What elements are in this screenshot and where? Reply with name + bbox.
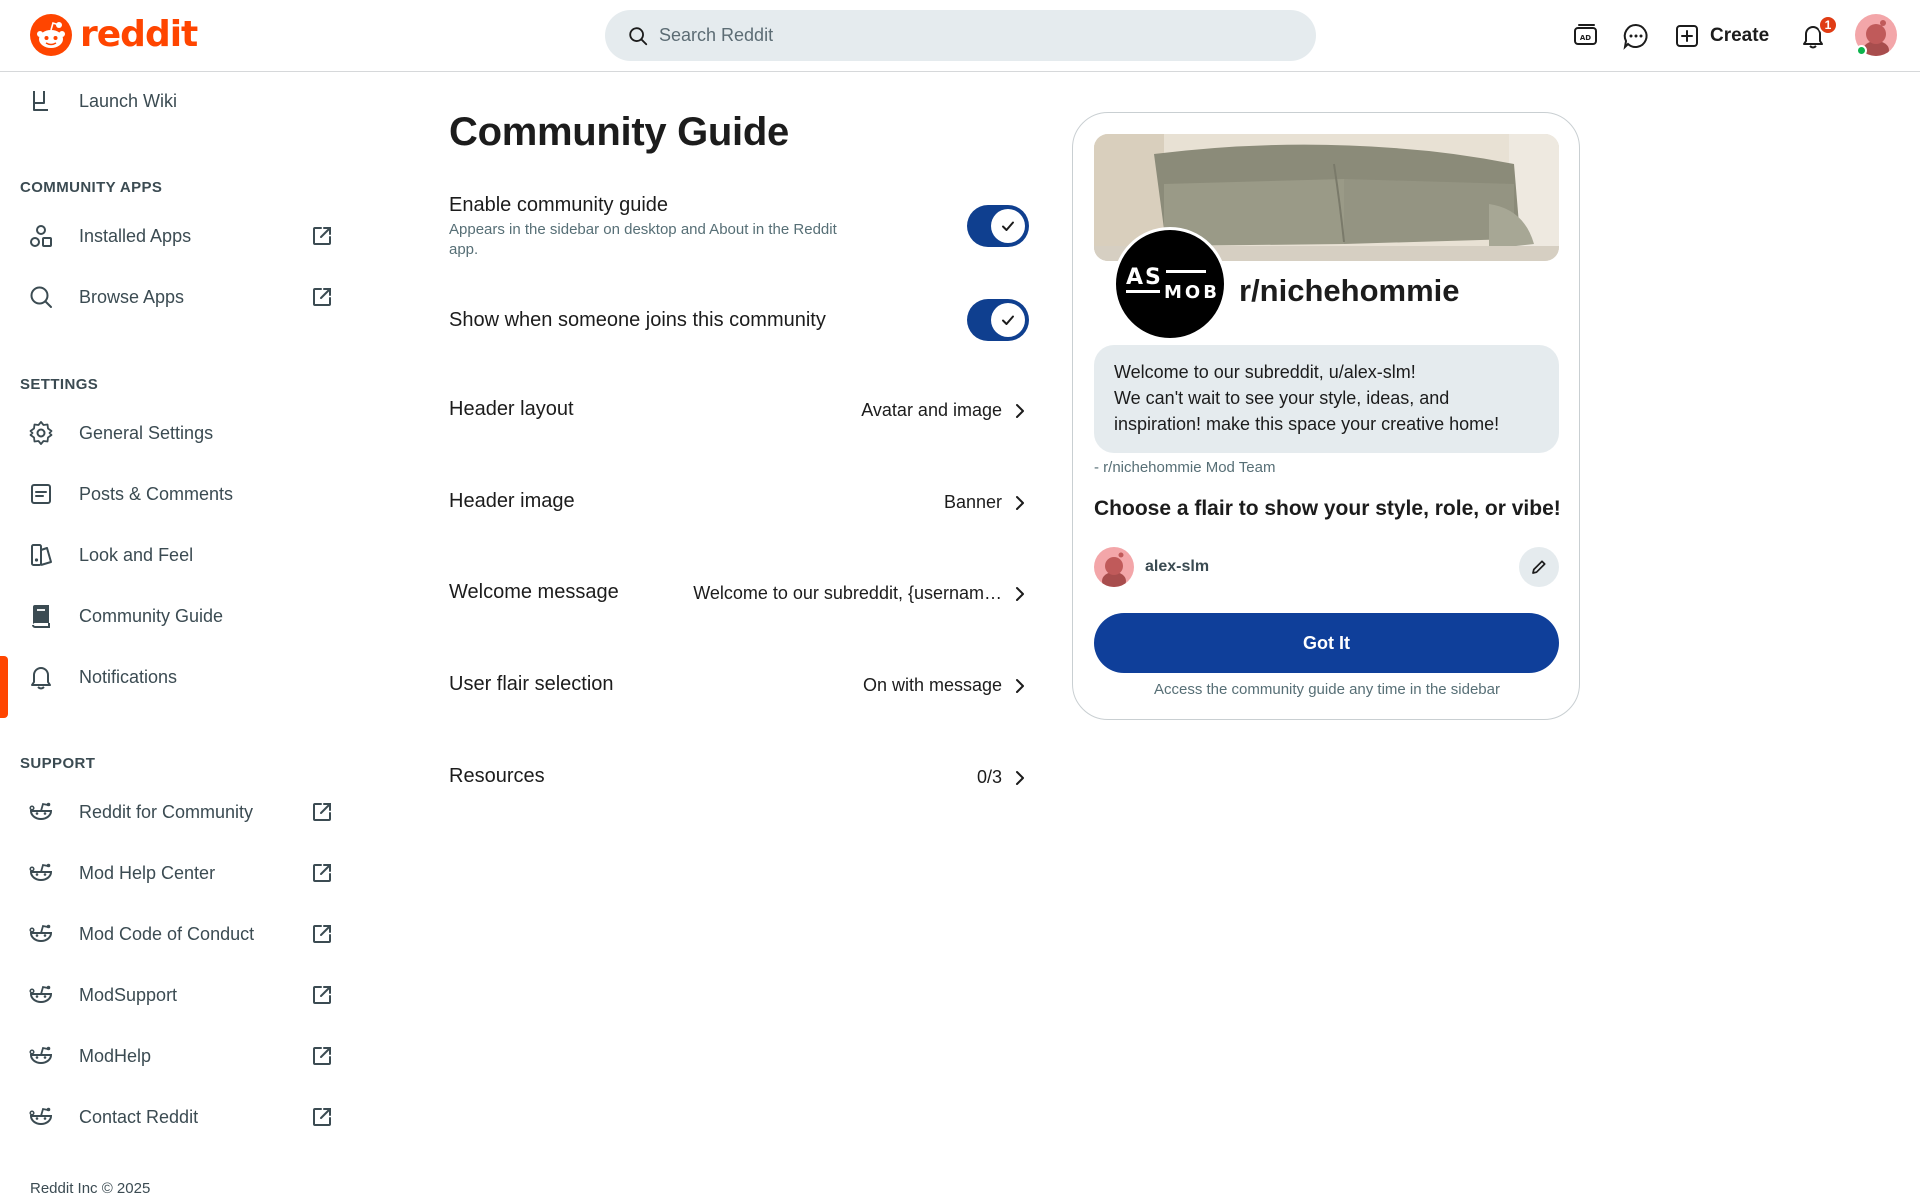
- toggle-row-enable-guide: [449, 194, 1029, 264]
- avatar-text-bottom: MOB: [1164, 282, 1220, 303]
- edit-flair-button[interactable]: [1519, 547, 1559, 587]
- palette-icon: [28, 542, 54, 568]
- sidebar-item-label: Launch Wiki: [79, 90, 178, 111]
- sidebar-item-mod-help-center[interactable]: [28, 850, 346, 896]
- external-link-icon: [310, 861, 334, 885]
- setting-value: On with message: [862, 675, 1002, 695]
- snoo-icon: [28, 1043, 54, 1069]
- toggle-knob: [991, 303, 1025, 337]
- setting-value: 0/3: [976, 767, 1002, 787]
- sidebar-item-modsupport[interactable]: [28, 972, 346, 1018]
- notification-badge: 1: [1818, 15, 1838, 35]
- snoo-icon: [28, 799, 54, 825]
- external-link-icon: [310, 922, 334, 946]
- community-name: r/nichehommie: [1239, 273, 1460, 308]
- online-status-dot: [1856, 45, 1867, 56]
- sidebar-item-label: General Settings: [79, 422, 214, 443]
- sidebar-item-posts-comments[interactable]: [28, 471, 346, 517]
- settings-row-header-image[interactable]: [449, 490, 1029, 516]
- sidebar-item-browse-apps[interactable]: [28, 274, 346, 320]
- snoo-icon: [28, 1104, 54, 1130]
- plus-square-icon: [1674, 23, 1700, 49]
- welcome-line: We can't wait to see your style, ideas, and: [1114, 388, 1450, 408]
- section-title-community-apps: COMMUNITY APPS: [20, 179, 163, 196]
- sidebar-item-label: Mod Code of Conduct: [79, 923, 255, 944]
- create-label: Create: [1710, 25, 1770, 46]
- setting-label: Welcome message: [449, 581, 619, 603]
- external-link-icon: [310, 1105, 334, 1129]
- setting-label: Resources: [449, 765, 545, 787]
- external-link-icon: [310, 224, 334, 248]
- sidebar-item-reddit-for-community[interactable]: [28, 789, 346, 835]
- sidebar-item-launch-wiki[interactable]: [28, 78, 346, 124]
- snoo-icon: [28, 921, 54, 947]
- active-indicator: [0, 656, 8, 718]
- sidebar-item-community-guide[interactable]: [28, 593, 346, 639]
- chat-button[interactable]: [1620, 20, 1652, 52]
- setting-value: Banner: [943, 492, 1002, 512]
- settings-row-user-flair[interactable]: [449, 673, 1029, 699]
- external-link-icon: [310, 800, 334, 824]
- check-icon: [999, 217, 1017, 235]
- sidebar-item-label: Contact Reddit: [79, 1106, 199, 1127]
- sidebar-item-label: ModSupport: [79, 984, 178, 1005]
- toggle-row-show-joins: [449, 299, 1029, 341]
- setting-label: Header layout: [449, 398, 574, 420]
- setting-description: Appears in the sidebar on desktop and About in the Reddit app.: [449, 221, 837, 258]
- advertise-icon: [1572, 22, 1600, 50]
- sidebar-item-label: Look and Feel: [79, 544, 194, 565]
- sidebar-item-contact-reddit[interactable]: [28, 1094, 346, 1140]
- sidebar-item-label: Posts & Comments: [79, 483, 234, 504]
- settings-row-welcome-message[interactable]: [449, 581, 1029, 607]
- sidebar-item-look-and-feel[interactable]: [28, 532, 346, 578]
- external-link-icon: [310, 1044, 334, 1068]
- external-link-icon: [310, 983, 334, 1007]
- sidebar: [0, 72, 360, 1200]
- chevron-right-icon: [1009, 768, 1029, 788]
- advertise-button[interactable]: [1570, 20, 1602, 52]
- gear-icon: [28, 420, 54, 446]
- search-bar[interactable]: [605, 10, 1316, 61]
- posts-icon: [28, 481, 54, 507]
- community-avatar: [1113, 227, 1227, 341]
- section-title-support: SUPPORT: [20, 755, 96, 772]
- setting-label: User flair selection: [449, 673, 614, 695]
- sidebar-item-label: Community Guide: [79, 605, 224, 626]
- welcome-message-bubble: [1094, 345, 1559, 453]
- snoo-icon: [28, 860, 54, 886]
- page-title: Community Guide: [449, 110, 789, 154]
- flair-prompt: Choose a flair to show your style, role, or vibe!: [1094, 497, 1561, 520]
- chevron-right-icon: [1009, 401, 1029, 421]
- top-bar: [0, 0, 1920, 72]
- chevron-right-icon: [1009, 584, 1029, 604]
- setting-label: Show when someone joins this community: [449, 309, 826, 331]
- search-input[interactable]: [659, 25, 1259, 46]
- community-guide-preview: [1072, 112, 1580, 720]
- bell-icon: [28, 664, 54, 690]
- welcome-line: Welcome to our subreddit, u/alex-slm!: [1114, 362, 1416, 382]
- footer-copyright: Reddit Inc © 2025: [30, 1180, 151, 1197]
- sidebar-item-label: Mod Help Center: [79, 862, 216, 883]
- enable-guide-toggle[interactable]: [967, 205, 1029, 247]
- snoo-logo-icon: [30, 14, 72, 56]
- search-icon: [28, 284, 54, 310]
- search-icon: [627, 25, 649, 47]
- sidebar-item-general-settings[interactable]: [28, 410, 346, 456]
- sidebar-item-installed-apps[interactable]: [28, 213, 346, 259]
- pencil-icon: [1529, 557, 1549, 577]
- settings-row-resources[interactable]: [449, 765, 1029, 791]
- mod-team-signature: - r/nichehommie Mod Team: [1094, 459, 1276, 476]
- access-note: Access the community guide any time in the sidebar: [1153, 681, 1500, 698]
- chevron-right-icon: [1009, 493, 1029, 513]
- sidebar-item-label: ModHelp: [79, 1045, 152, 1066]
- section-title-settings: SETTINGS: [20, 376, 99, 393]
- setting-label: Header image: [449, 490, 575, 512]
- toggle-knob: [991, 209, 1025, 243]
- check-icon: [999, 311, 1017, 329]
- create-button[interactable]: [1674, 18, 1769, 54]
- flair-user-avatar: [1094, 547, 1134, 587]
- sidebar-item-mod-code-of-conduct[interactable]: [28, 911, 346, 957]
- sidebar-item-label: Browse Apps: [79, 286, 185, 307]
- got-it-button[interactable]: Got It: [1094, 613, 1559, 673]
- external-link-icon: [310, 285, 334, 309]
- apps-icon: [28, 223, 54, 249]
- flair-username: alex-slm: [1145, 558, 1210, 575]
- setting-label: Enable community guide: [449, 194, 669, 216]
- logo-wordmark: reddit: [80, 14, 198, 55]
- show-joins-toggle[interactable]: [967, 299, 1029, 341]
- settings-row-header-layout[interactable]: [449, 398, 1029, 424]
- avatar-text-top: AS: [1126, 265, 1163, 290]
- sidebar-item-label: Installed Apps: [79, 225, 192, 246]
- wiki-icon: [28, 88, 54, 114]
- setting-value: Welcome to our subreddit, {usernam…: [693, 583, 1002, 603]
- sidebar-item-label: Reddit for Community: [79, 801, 254, 822]
- setting-value: Avatar and image: [861, 400, 1002, 420]
- snoo-icon: [28, 982, 54, 1008]
- sidebar-item-modhelp[interactable]: [28, 1033, 346, 1079]
- chat-icon: [1622, 22, 1650, 50]
- book-icon: [28, 603, 54, 629]
- sidebar-item-notifications[interactable]: [28, 654, 346, 700]
- chevron-right-icon: [1009, 676, 1029, 696]
- welcome-line: inspiration! make this space your creative home!: [1114, 414, 1500, 434]
- reddit-logo[interactable]: [30, 14, 197, 56]
- sidebar-item-label: Notifications: [79, 666, 178, 687]
- svg-text:AD: AD: [1579, 34, 1592, 42]
